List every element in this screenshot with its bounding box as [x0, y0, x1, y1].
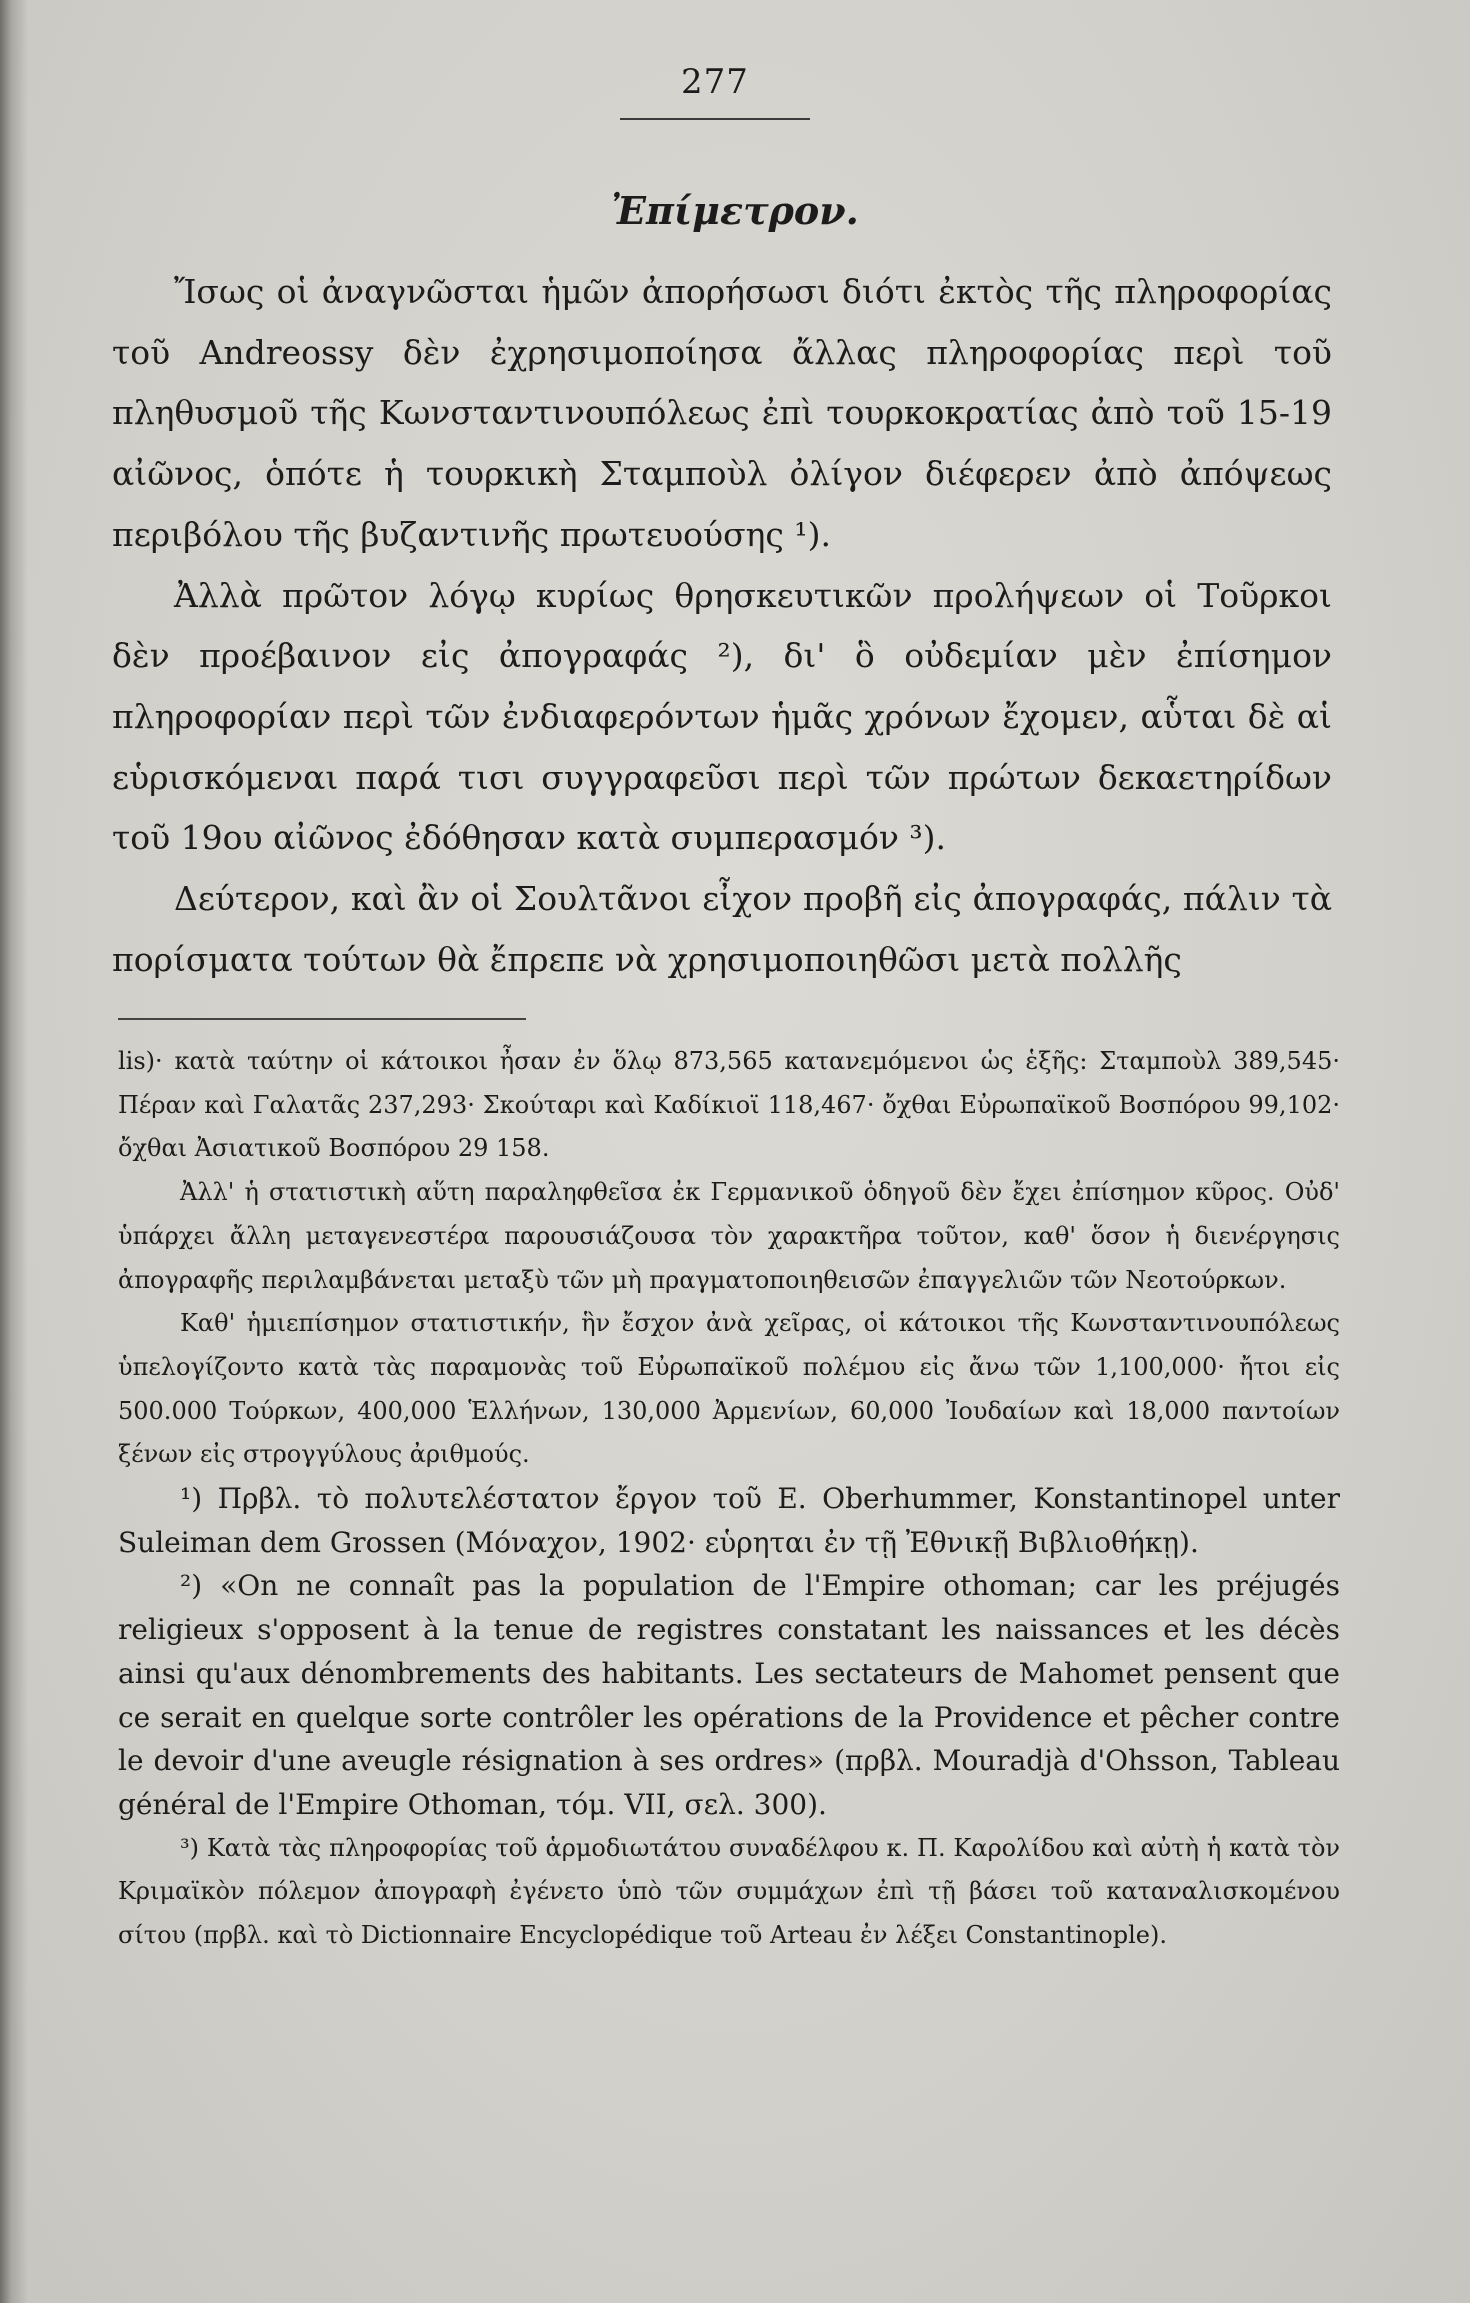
footnote-paragraph: Καθ' ἡμιεπίσημον στατιστικήν, ἣν ἔσχον ἀνὰ χεῖρας, οἱ κάτοικοι τῆς Κωνσταντινουπόλεως ὑπελογίζοντο κατὰ τὰς παραμονὰς τοῦ Εὐρωπαϊκοῦ πολέμου εἰς ἄνω τῶν 1,100,000· ἤτοι εἰς 500.000 Τούρκων, 400,000 Ἑλλήνων, 130,000 Ἀρμενίων, 60,000 Ἰουδαίων καὶ 18,000 παντοίων ξένων εἰς στρογγύλους ἀριθμούς. [118, 1309, 1340, 1469]
page-number: 277 [681, 62, 749, 102]
footnotes [118, 1040, 1340, 1958]
paragraph: Δεύτερον, καὶ ἂν οἱ Σουλτᾶνοι εἶχον προβῆ εἰς ἀπογραφάς, πάλιν τὰ πορίσματα τούτων θὰ ἔπρεπε νὰ χρησιμοποιηθῶσι μετὰ πολλῆς [112, 879, 1332, 979]
page-edge-shadow [0, 0, 28, 2303]
paragraph: Ἀλλὰ πρῶτον λόγῳ κυρίως θρησκευτικῶν προλήψεων οἱ Τοῦρκοι δὲν προέβαινον εἰς ἀπογραφάς ²), δι' ὃ οὐδεμίαν μὲν ἐπίσημον πληροφορίαν περὶ τῶν ἐνδιαφερόντων ἡμᾶς χρόνων ἔχομεν, αὗται δὲ αἱ εὑρισκόμεναι παρά τισι συγγραφεῦσι περὶ τῶν πρώτων δεκαετηρίδων τοῦ 19ου αἰῶνος ἐδόθησαν κατὰ συμπερασμόν ³). [112, 575, 1332, 858]
main-text [112, 262, 1332, 990]
page-number-rule [620, 118, 810, 120]
footnote-paragraph: Ἀλλ' ἡ στατιστικὴ αὕτη παραληφθεῖσα ἐκ Γερμανικοῦ ὁδηγοῦ δὲν ἔχει ἐπίσημον κῦρος. Οὐδ' ὑπάρχει ἄλλη μεταγενεστέρα παρουσιάζουσα τὸν χαρακτῆρα τοῦτον, καθ' ὅσον ἡ διενέργησις ἀπογραφῆς περιλαμβάνεται μεταξὺ τῶν μὴ πραγματοποιηθεισῶν ἐπαγγελιῶν τῶν Νεοτούρκων. [118, 1178, 1340, 1294]
footnote-2: ²) «On ne connaît pas la population de l'Empire othoman; car les préjugés religieux s'opposent à la tenue de registres constatant les naissances et les décès ainsi qu'aux dénombrements des habitants. Les sectateurs de Mahomet pensent que ce serait en quelque sorte contrôler les opérations de la Providence et pêcher contre le devoir d'une aveugle résignation à ses ordres» (πρβλ. Mouradjà d'Ohsson, Tableau général de l'Empire Othoman, τόμ. VII, σελ. 300). [118, 1569, 1340, 1821]
paragraph: Ἴσως οἱ ἀναγνῶσται ἡμῶν ἀπορήσωσι διότι ἐκτὸς τῆς πληροφορίας τοῦ Andreossy δὲν ἐχρησιμοποίησα ἄλλας πληροφορίας περὶ τοῦ πληθυσμοῦ τῆς Κωνσταντινουπόλεως ἐπὶ τουρκοκρατίας ἀπὸ τοῦ 15-19 αἰῶνος, ὁπότε ἡ τουρκικὴ Σταμποὺλ ὀλίγον διέφερεν ἀπὸ ἀπόψεως περιβόλου τῆς βυζαντινῆς πρωτευούσης ¹). [112, 272, 1332, 554]
footnote-3: ³) Κατὰ τὰς πληροφορίας τοῦ ἁρμοδιωτάτου συναδέλφου κ. Π. Καρολίδου καὶ αὐτὴ ἡ κατὰ τὸν Κριμαϊκὸν πόλεμον ἀπογραφὴ ἐγένετο ὑπὸ τῶν συμμάχων ἐπὶ τῇ βάσει τοῦ καταναλισκομένου σίτου (πρβλ. καὶ τὸ Dictionnaire Encyclopédique τοῦ Arteau ἐν λέξει Constantinople). [118, 1833, 1340, 1950]
footnote-1: ¹) Πρβλ. τὸ πολυτελέστατον ἔργον τοῦ E. Oberhummer, Konstantinopel unter Suleiman dem Grossen (Μόναχον, 1902· εὑρηται ἐν τῇ Ἐθνικῇ Βιβλιοθήκῃ). [118, 1482, 1340, 1559]
footnote-rule [118, 1018, 526, 1020]
footnote-continuation: lis)· κατὰ ταύτην οἱ κάτοικοι ἦσαν ἐν ὅλῳ 873,565 κατανεμόμενοι ὡς ἑξῆς: Σταμποὺλ 389,545· Πέραν καὶ Γαλατᾶς 237,293· Σκούταρι καὶ Καδίκιοϊ 118,467· ὄχθαι Εὐρωπαϊκοῦ Βοσπόρου 99,102· ὄχθαι Ἀσιατικοῦ Βοσπόρου 29 158. [118, 1047, 1340, 1163]
section-title: Ἐπίμετρον. [611, 188, 859, 233]
